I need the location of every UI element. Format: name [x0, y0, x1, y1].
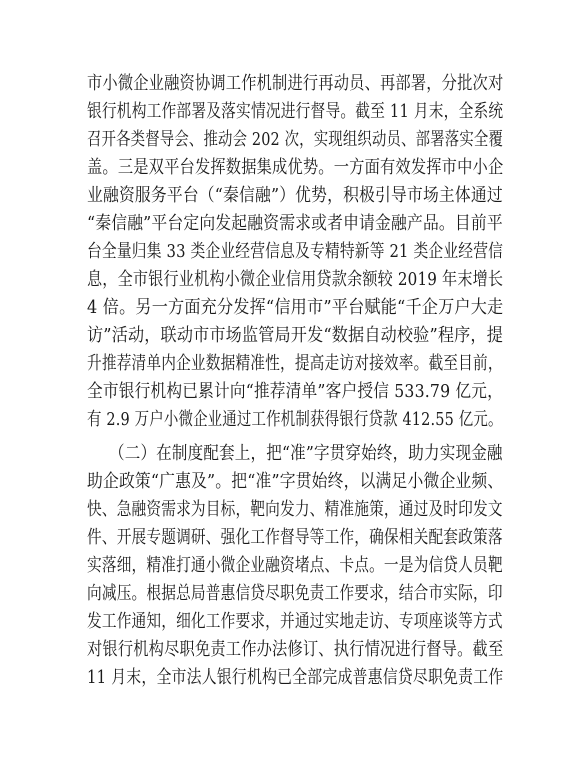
- text-line-11: 升推荐清单内企业数据精准性，提高走访对接效率。截至目前，: [87, 353, 503, 374]
- text-line-9: 4 倍。另一方面充分发挥“信用市”平台赋能“千企万户大走: [87, 297, 504, 318]
- text-line-19: 向减压。根据总局普惠信贷尽职免责工作要求，结合市实际，印: [87, 583, 503, 604]
- text-line-5: 业融资服务平台（“秦信融”）优势，积极引导市场主体通过: [87, 185, 503, 206]
- text-line-6: “秦信融”平台定向发起融资需求或者申请金融产品。目前平: [87, 213, 503, 234]
- paragraph-2-heading-line: （二）在制度配套上，把“准”字贯穿始终，助力实现金融: [109, 443, 503, 464]
- text-line-10: 访”活动，联动市市场监管局开发“数据自动校验”程序，提: [87, 325, 504, 346]
- text-line-20: 发工作通知，细化工作要求，并通过实地走访、专项座谈等方式: [87, 611, 503, 632]
- text-line-7: 台全量归集 33 类企业经营信息及专精特新等 21 类企业经营信: [87, 241, 504, 262]
- text-line-18: 实落细，精准打通小微企业融资堵点、卡点。一是为信贷人员靶: [87, 555, 503, 576]
- text-line-2: 银行机构工作部署及落实情况进行督导。截至 11 月末，全系统: [87, 101, 504, 122]
- text-line-13: 有 2.9 万户小微企业通过工作机制获得银行贷款 412.55 亿元。: [87, 409, 503, 430]
- text-line-22: 11 月末，全市法人银行机构已全部完成普惠信贷尽职免责工作: [87, 667, 504, 688]
- text-line-8: 息，全市银行业机构小微企业信用贷款余额较 2019 年末增长: [87, 269, 504, 290]
- text-line-16: 快、急融资需求为目标，靶向发力、精准施策，通过及时印发文: [87, 499, 503, 520]
- text-line-12: 全市银行机构已累计向“推荐清单”客户授信 533.79 亿元，: [87, 381, 504, 402]
- text-line-4: 盖。三是双平台发挥数据集成优势。一方面有效发挥市中小企: [87, 157, 504, 178]
- text-line-15: 助企政策“广惠及”。把“准”字贯始终，以满足小微企业频、: [87, 471, 504, 492]
- text-line-1: 市小微企业融资协调工作机制进行再动员、再部署，分批次对: [87, 73, 504, 94]
- text-line-17: 件、开展专题调研、强化工作督导等工作，确保相关配套政策落: [87, 527, 503, 548]
- text-line-3: 召开各类督导会、推动会 202 次，实现组织动员、部署落实全覆: [87, 129, 503, 150]
- text-line-21: 对银行机构尽职免责工作办法修订、执行情况进行督导。截至: [87, 639, 504, 660]
